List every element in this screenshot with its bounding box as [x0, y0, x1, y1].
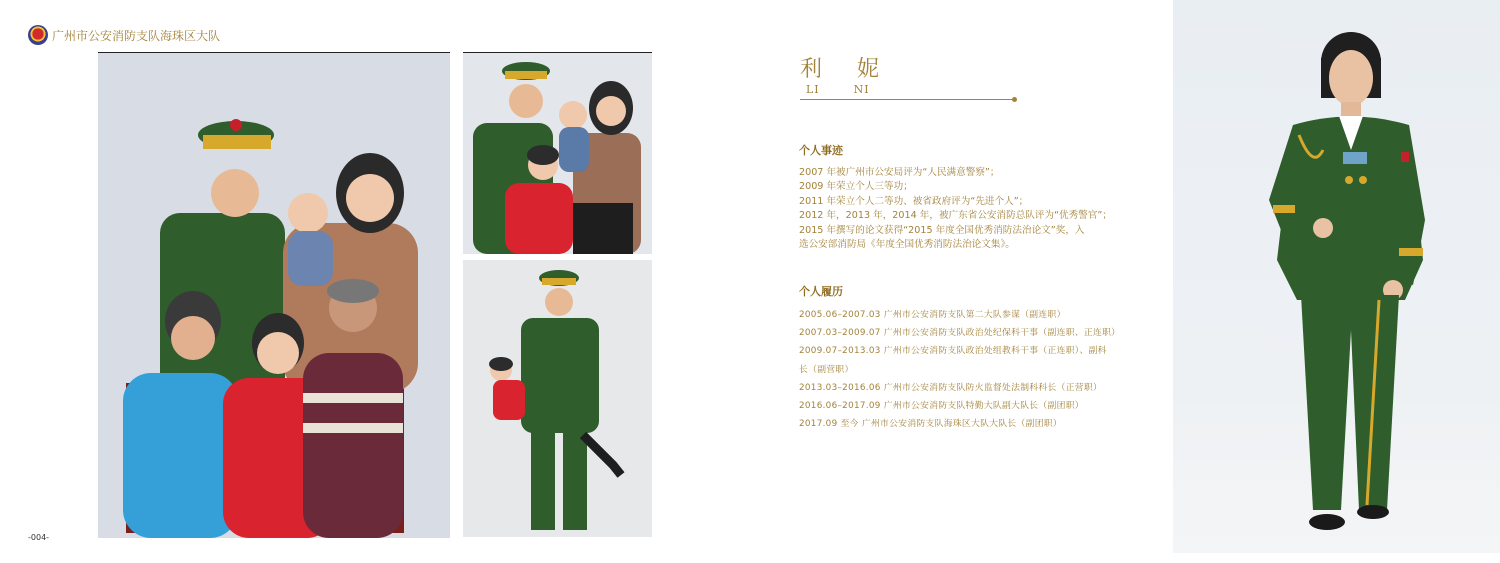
person-name-pinyin — [806, 83, 870, 96]
deed-line: 选公安部消防局《年度全国优秀消防法治论文集》。 — [799, 239, 1015, 251]
deed-line: 2012 年，2013 年，2014 年，被广东省公安消防总队评为“优秀警官”； — [799, 210, 1112, 222]
officer-child-photo — [463, 260, 652, 537]
resume-line: 2005.06–2007.03 广州市公安消防支队第二大队参谋（副连职） — [799, 310, 1066, 320]
resume-line: 2017.09 至今 广州市公安消防支队海珠区大队大队长（副团职） — [799, 419, 1062, 430]
pinyin-surname: LI — [806, 83, 820, 96]
name-underline-dot — [1012, 97, 1017, 102]
resume-list — [799, 306, 1144, 433]
header — [28, 24, 220, 46]
resume-line: 2007.03–2009.07 广州市公安消防支队政治处纪保科干事（副连职、正连职） — [799, 328, 1121, 339]
person-name-cn: 利 妮 — [800, 57, 893, 82]
pinyin-given: NI — [853, 83, 870, 96]
page-number: -004- — [28, 533, 50, 542]
name-underline — [800, 99, 1015, 100]
resume-line: 长（副营职） — [799, 364, 854, 375]
deed-line: 2007 年被广州市公安局评为“人民满意警察”； — [799, 167, 1000, 178]
deed-line: 2015 年撰写的论文获得“2015 年度全国优秀消防法治论文”奖，入 — [799, 224, 1085, 236]
deed-line: 2009 年荣立个人三等功； — [799, 181, 913, 193]
officer-portrait — [1173, 0, 1500, 553]
deeds-title: 个人事迹 — [799, 144, 843, 157]
family-photo-small — [463, 52, 652, 254]
resume-line: 2016.06–2017.09 广州市公安消防支队特勤大队副大队长（副团职） — [799, 401, 1084, 412]
resume-line: 2009.07–2013.03 广州市公安消防支队政治处组教科干事（正连职）、副科 — [799, 346, 1107, 357]
fire-brigade-emblem-icon — [28, 25, 48, 45]
family-photo-large — [98, 52, 450, 538]
deed-line: 2011 年荣立个人二等功、被省政府评为“先进个人”； — [799, 195, 1029, 207]
unit-name: 广州市公安消防支队海珠区大队 — [52, 28, 221, 43]
resume-title: 个人履历 — [799, 285, 843, 298]
deeds-list — [799, 166, 1144, 252]
resume-line: 2013.03–2016.06 广州市公安消防支队防火监督处法制科科长（正营职） — [799, 382, 1103, 393]
